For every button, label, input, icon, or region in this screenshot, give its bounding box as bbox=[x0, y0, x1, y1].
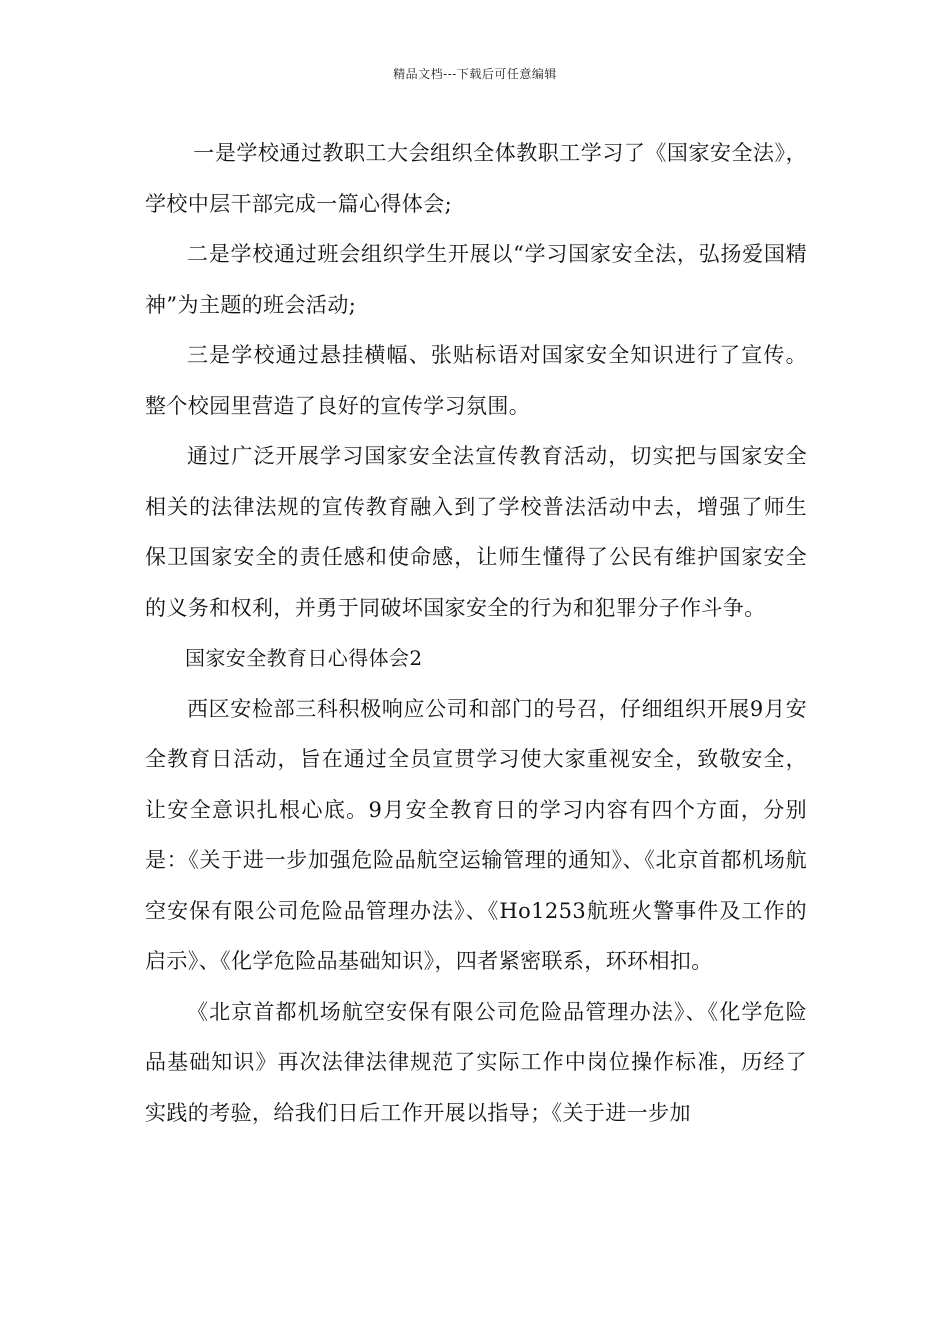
paragraph-2: 二是学校通过班会组织学生开展以“学习国家安全法，弘扬爱国精神”为主题的班会活动; bbox=[145, 242, 807, 317]
paragraph-5: 西区安检部三科积极响应公司和部门的号召，仔细组织开展9月安全教育日活动，旨在通过全员宣贯学习使大家重视安全，致敬安全，让安全意识扎根心底。9月安全教育日的学习内容有四个方面，分别是：《关于进一步加强危险品航空运输管理的通知》、《北京首都机场航空安保有限公司危险品管理办法》、《Ho1253航班火警事件及工作的启示》、《化学危险品基础知识》，四者紧密联系，环环相扣。 bbox=[145, 696, 807, 973]
section-heading: 国家安全教育日心得体会2 bbox=[185, 646, 423, 670]
page-header: 精品文档---下载后可任意编辑 bbox=[393, 67, 557, 81]
paragraph-1: 一是学校通过教职工大会组织全体教职工学习了《国家安全法》，学校中层干部完成一篇心得体会; bbox=[145, 141, 807, 216]
paragraph-3: 三是学校通过悬挂横幅、张贴标语对国家安全知识进行了宣传。整个校园里营造了良好的宣传学习氛围。 bbox=[145, 343, 807, 418]
document-body bbox=[145, 128, 807, 1138]
paragraph-6: 《北京首都机场航空安保有限公司危险品管理办法》、《化学危险品基础知识》再次法律法律规范了实际工作中岗位操作标准，历经了实践的考验，给我们日后工作开展以指导；《关于进一步加 bbox=[145, 999, 807, 1125]
paragraph-4: 通过广泛开展学习国家安全法宣传教育活动，切实把与国家安全相关的法律法规的宣传教育融入到了学校普法活动中去，增强了师生保卫国家安全的责任感和使命感，让师生懂得了公民有维护国家安全的义务和权利，并勇于同破坏国家安全的行为和犯罪分子作斗争。 bbox=[145, 444, 807, 620]
